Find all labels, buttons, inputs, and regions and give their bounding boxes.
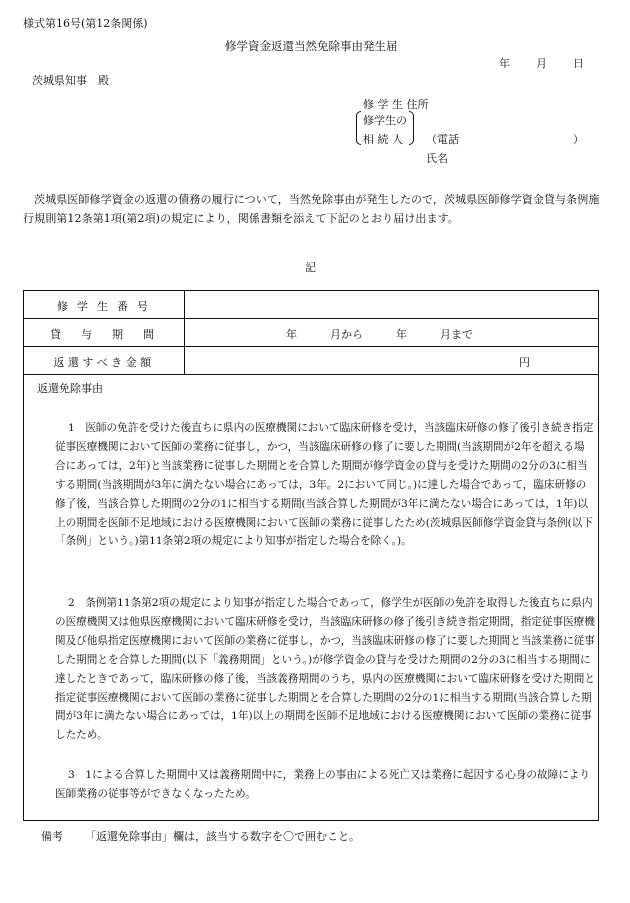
date-day: 日: [573, 57, 584, 70]
reason-text: 医師の免許を受けた後直ちに県内の医療機関において臨床研修を受け，当該臨床研修の修了後引き続き指定従事医療機関において医師の業務に従事し，かつ，当該臨床研修の修了に要した期間(当該期間が2年を超える場合にあっては，2年)と当該業務に従事した期間とを合算した期間が修学資金の貸与を受けた期間の2分の3に相当する期間(当該期間が3年に満たない場合にあっては，3年。2において同じ。)に達した場合であって，臨床研修の修了後，当該合算した期間の2分の1に相当する期間(当該合算した期間が3年に満たない場合にあっては，1年)以上の期間を医師不足地域における医療機関において医師の業務に従事したため(茨城県医師修学資金貸与条例(以下「条例」という。)第11条第2項の規定により知事が指定した場合を除く。)。: [55, 422, 594, 548]
student-address-label: 修 学 生 住所: [363, 98, 429, 111]
remarks: [41, 828, 360, 844]
reason-item-2: [55, 594, 595, 745]
ki-heading: 記: [305, 261, 316, 274]
date-year: 年: [499, 57, 510, 70]
reason-number: 3: [68, 769, 75, 781]
exemption-reason-header: 返還免除事由: [37, 382, 103, 395]
form-number: 様式第16号(第12条関係): [23, 17, 148, 30]
addressee: 茨城県知事 殿: [32, 74, 109, 87]
document-title: 修学資金返還当然免除事由発生届: [225, 39, 398, 53]
remarks-label: 備考: [41, 830, 63, 843]
repayment-amount-label: 返還すべき金額: [53, 356, 155, 369]
heir-label-line1: 修学生の: [363, 114, 407, 127]
body-paragraph: 茨城県医師修学資金の返還の債務の履行について，当然免除事由が発生したので，茨城県医師修学資金貸与条例施行規則第12条第1項(第2項)の規定により，関係書類を添えて下記のとおり届け出ます。: [23, 193, 600, 225]
reason-item-3: [55, 766, 595, 804]
loan-period-row: [24, 319, 598, 347]
repayment-amount-unit: 円: [519, 356, 530, 369]
repayment-amount-row: [24, 347, 598, 375]
student-number-row: [24, 291, 598, 319]
name-label: 氏名: [426, 152, 448, 165]
right-bracket: [409, 111, 414, 145]
telephone-close: ）: [573, 133, 584, 146]
heir-label-line2: 相 続 人: [363, 133, 403, 146]
reason-text: 条例第11条第2項の規定により知事が指定した場合であって，修学生が医師の免許を取得した後直ちに県内の医療機関又は他県医療機関において臨床研修を受け，当該臨床研修の修了後引き続き指定期間，指定従事医療機関及び他県指定医療機関において医師の業務に従事し，かつ，当該臨床研修の修了に要した期間と当該業務に従事した期間とを合算した期間(以下「義務期間」という。)が修学資金の貸与を受けた期間の2分の3に相当する期間に達したときであって，臨床研修の修了後，当該義務期間のうち，県内の医療機関において臨床研修を受けた期間と指定従事医療機関において医師の業務に従事した期間とを合算した期間の2分の1に相当する期間(当該合算した期間が3年に満たない場合にあっては，1年)以上の期間を医師不足地域における医療機関において医師の業務に従事したため。: [55, 597, 595, 742]
details-table: [23, 290, 599, 821]
date-line: [499, 55, 584, 71]
date-month: 月: [536, 57, 547, 70]
telephone-label: （電話: [426, 133, 459, 146]
remarks-text: 「返還免除事由」欄は，該当する数字を〇で囲むこと。: [85, 830, 360, 843]
student-number-label: 修学生番号: [57, 300, 157, 313]
reason-number: 2: [68, 597, 75, 609]
reason-text: 1による合算した期間中又は義務期間中に，業務上の事由による死亡又は業務に起因する心身の故障により医師業務の従事等ができなくなったため。: [55, 769, 590, 800]
loan-period-value: 年 月から 年 月まで: [286, 328, 473, 341]
reason-number: 1: [68, 422, 75, 434]
reason-item-1: [55, 419, 595, 551]
left-bracket: [356, 111, 361, 145]
loan-period-label: 貸与期間: [50, 328, 174, 341]
